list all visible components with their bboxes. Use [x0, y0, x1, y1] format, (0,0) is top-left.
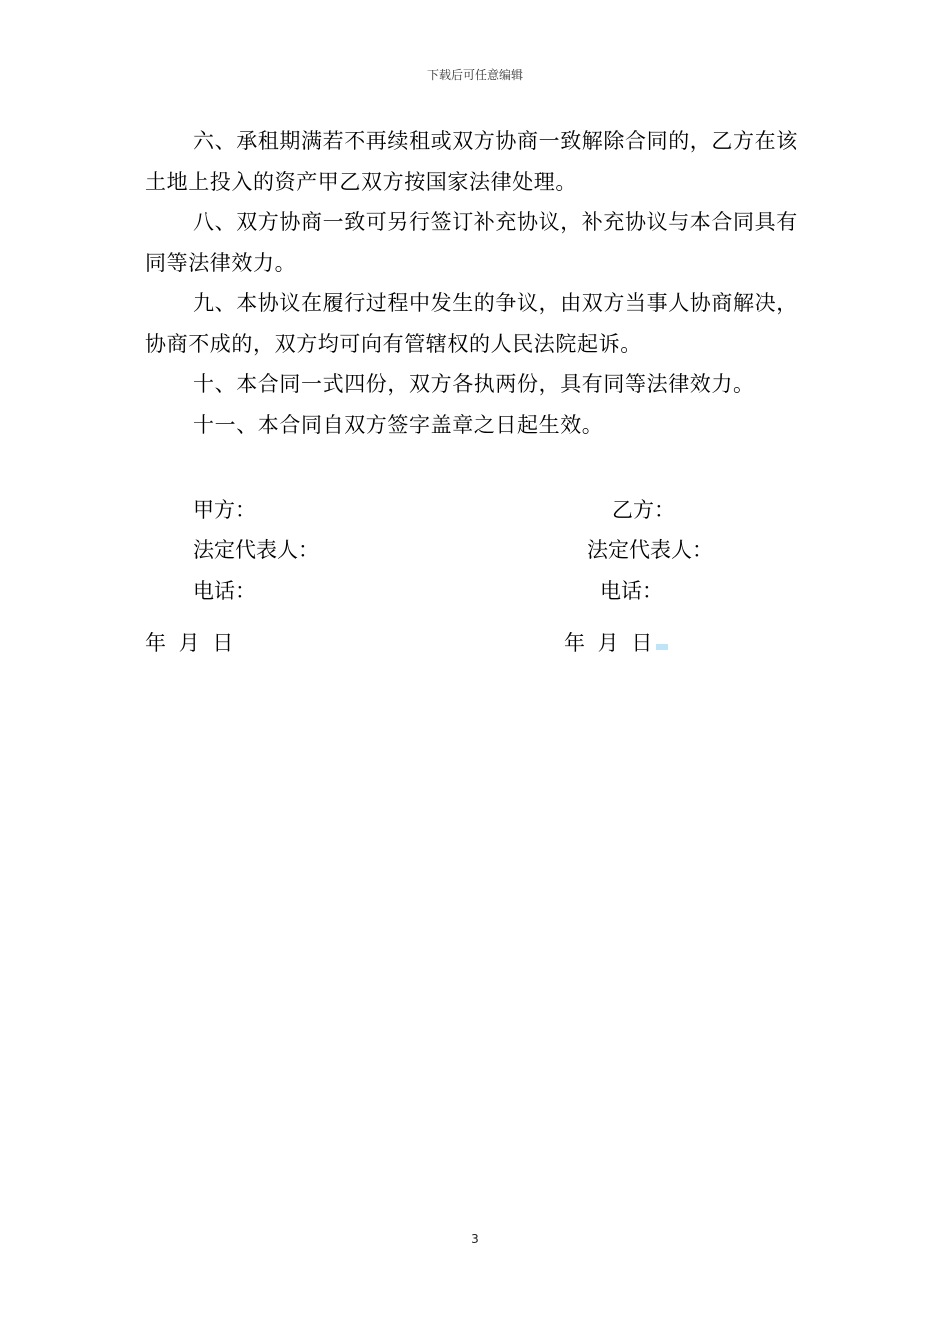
- party-a-date: 年 月 日: [145, 631, 237, 655]
- contract-body: [145, 121, 810, 445]
- page-number: 3: [471, 1232, 479, 1246]
- text-cursor-highlight: [656, 644, 668, 650]
- party-b-representative: 法定代表人：: [587, 538, 713, 562]
- party-b-date: 年 月 日: [564, 631, 656, 655]
- clause-eight: 八、双方协商一致可另行签订补充协议，补充协议与本合同具有同等法律效力。: [145, 210, 798, 275]
- party-a-label: 甲方：: [193, 498, 256, 522]
- clause-nine: 九、本协议在履行过程中发生的争议，由双方当事人协商解决，协商不成的，双方均可向有管辖权的人民法院起诉。: [145, 291, 798, 356]
- party-a-phone: 电话：: [193, 579, 256, 603]
- clause-eleven: 十一、本合同自双方签字盖章之日起生效。: [193, 412, 604, 437]
- party-b-label: 乙方：: [612, 498, 675, 522]
- clause-ten: 十、本合同一式四份，双方各执两份，具有同等法律效力。: [193, 372, 755, 396]
- clause-six: 六、承租期满若不再续租或双方协商一致解除合同的，乙方在该土地上投入的资产甲乙双方按国家法律处理。: [145, 129, 798, 194]
- party-b-date-line: [564, 631, 668, 655]
- page-header: 下载后可任意编辑: [426, 68, 523, 82]
- party-b-phone: 电话：: [600, 579, 663, 603]
- party-a-representative: 法定代表人：: [193, 538, 319, 562]
